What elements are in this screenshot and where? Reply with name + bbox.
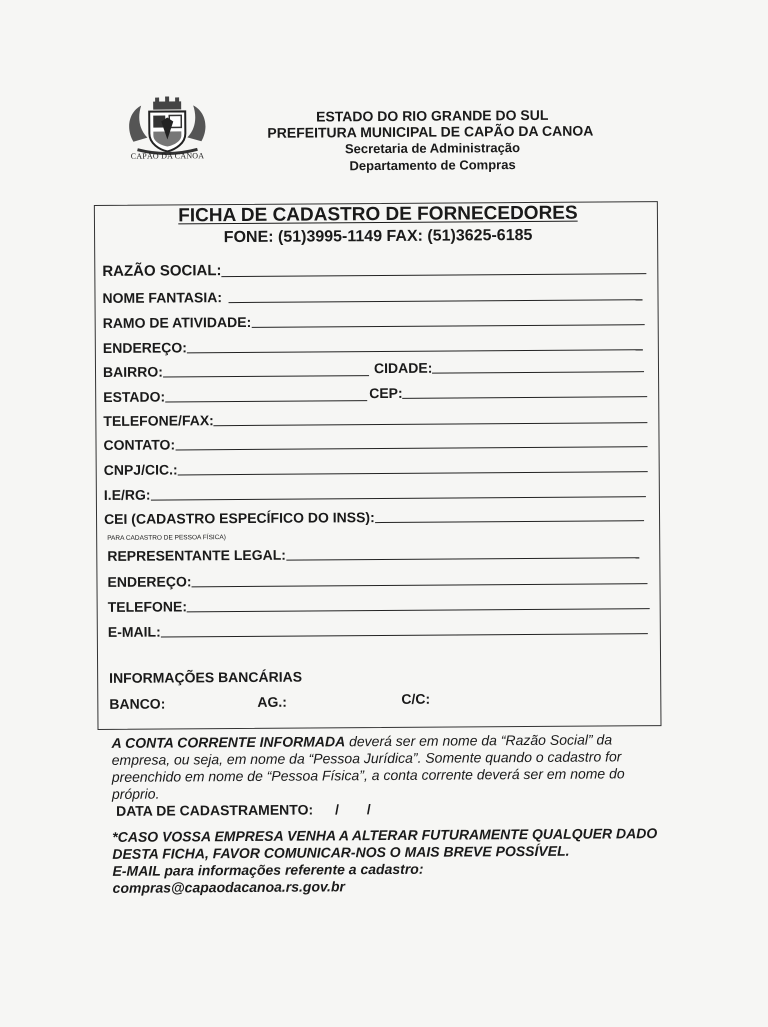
fill-line [228, 299, 642, 303]
field-label: BAIRRO: [102, 363, 163, 380]
field-ie-rg[interactable] [104, 481, 646, 503]
field-label: E-MAIL: [107, 623, 161, 640]
field-ramo-atividade[interactable] [103, 309, 645, 331]
header-department: Departamento de Compras [349, 157, 516, 174]
field-cnpj-cic[interactable] [104, 456, 648, 478]
field-label: CONTATO: [103, 436, 176, 453]
field-label: CEP: [369, 384, 403, 402]
field-label: I.E/RG: [103, 486, 151, 503]
header-prefecture: PREFEITURA MUNICIPAL DE CAPÃO DA CANOA [267, 122, 594, 141]
email-info-label: E-MAIL para informações referente a cadastro: [112, 860, 424, 879]
registration-date[interactable] [116, 801, 383, 819]
field-representante-legal[interactable] [107, 542, 639, 564]
agency-label: AG.: [257, 693, 287, 710]
field-cei[interactable] [104, 505, 644, 527]
field-telefone[interactable] [108, 593, 650, 615]
field-endereco[interactable] [103, 334, 643, 356]
field-estado[interactable] [103, 385, 367, 405]
field-label: CIDADE: [373, 359, 433, 377]
field-label: RAMO DE ATIVIDADE: [102, 313, 252, 331]
update-notice-text: *CASO VOSSA EMPRESA VENHA A ALTERAR FUTURAMENTE QUALQUER DADO DESTA FICHA, FAVOR COMUNICAR-NOS O MAIS BREVE POSSÍVEL. [112, 825, 658, 862]
field-nome-fantasia[interactable] [102, 284, 642, 306]
fill-line [375, 520, 644, 523]
fill-line [286, 557, 639, 560]
registration-date-slashes: / / [335, 801, 383, 818]
header-state: ESTADO DO RIO GRANDE DO SUL [316, 106, 549, 125]
field-label: RAZÃO SOCIAL: [102, 262, 222, 280]
pessoa-fisica-note: PARA CADASTRO DE PESSOA FÍSICA) [107, 534, 226, 542]
field-label: ESTADO: [103, 388, 166, 405]
account-label: C/C: [401, 690, 431, 707]
field-cep[interactable] [369, 381, 647, 401]
fill-line [214, 422, 648, 426]
field-label: TELEFONE: [107, 598, 188, 615]
field-bairro[interactable] [103, 360, 369, 380]
fill-line [222, 273, 647, 277]
fill-line [165, 400, 367, 402]
account-notice-paragraph [112, 731, 660, 803]
field-label: NOME FANTASIA: [102, 289, 223, 306]
field-label: CEI (CADASTRO ESPECÍFICO DO INSS): [103, 509, 375, 527]
field-endereco-representante[interactable] [107, 568, 647, 590]
contact-email[interactable]: compras@capaodacanoa.rs.gov.br [112, 878, 345, 896]
field-email[interactable] [108, 618, 648, 640]
bank-info-title: INFORMAÇÕES BANCÁRIAS [109, 668, 303, 686]
field-telefone-fax[interactable] [103, 407, 647, 429]
field-label: ENDEREÇO: [102, 339, 187, 356]
bank-label: BANCO: [109, 695, 166, 712]
account-notice-lead: A CONTA CORRENTE INFORMADA [111, 733, 346, 751]
field-label: REPRESENTANTE LEGAL: [107, 546, 286, 564]
registration-date-label: DATA DE CADASTRAMENTO: [116, 801, 314, 819]
update-notice [112, 825, 672, 897]
account-notice-rest: deverá ser em nome da “Razão Social” da empresa, ou seja, em nome da “Pessoa Jurídica”. Somente quando o cadastro for preenchido em nome de “Pessoa Física”, a conta corrente deverá ser em nome do próprio. [111, 731, 625, 802]
field-contato[interactable] [103, 431, 647, 453]
logo-caption: CAPÃO DA CANOA [130, 151, 205, 161]
field-label: CNPJ/CIC.: [103, 461, 178, 478]
header-secretariat: Secretaria de Administração [344, 140, 521, 157]
field-razao-social[interactable] [102, 258, 646, 280]
fill-line [403, 396, 648, 399]
field-cidade[interactable] [374, 356, 644, 376]
field-label: TELEFONE/FAX: [103, 412, 214, 429]
form-title: FICHA DE CADASTRO DE FORNECEDORES [178, 202, 578, 227]
fill-line [163, 375, 369, 377]
phone-fax-line: FONE: (51)3995-1149 FAX: (51)3625-6185 [223, 226, 533, 247]
fill-line [432, 371, 644, 373]
fill-line [251, 324, 644, 328]
field-label: ENDEREÇO: [107, 573, 192, 590]
